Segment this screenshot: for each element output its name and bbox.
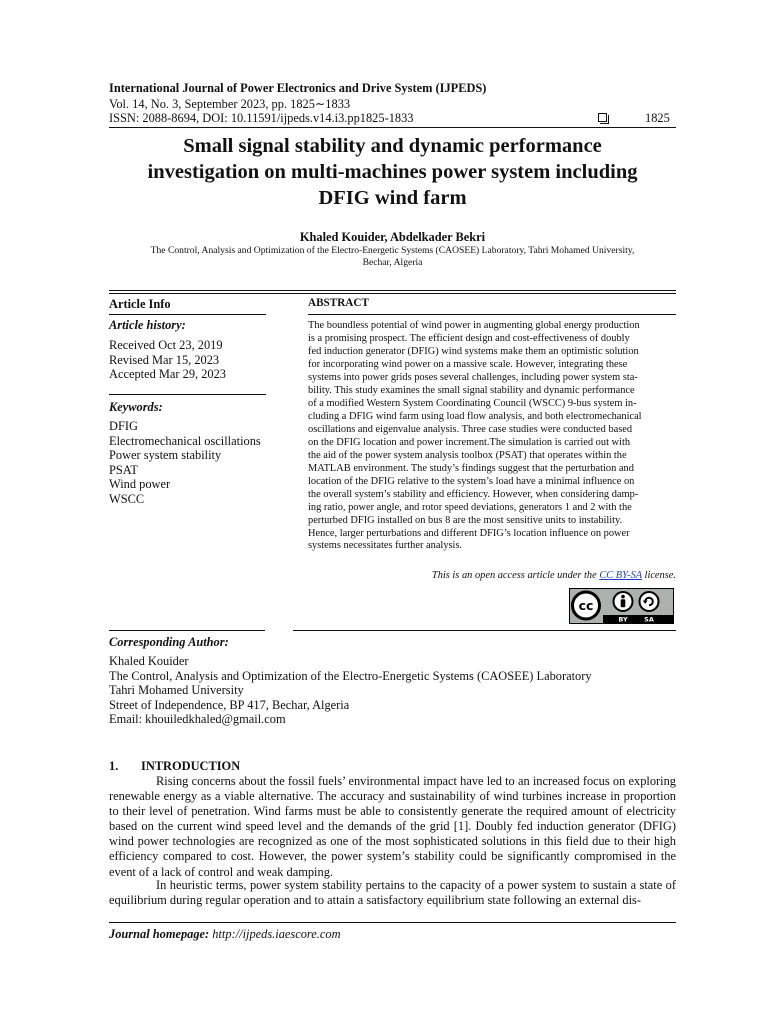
- journal-volume: Vol. 14, No. 3, September 2023, pp. 1825∼1833: [109, 97, 351, 111]
- homepage-url[interactable]: http://ijpeds.iaescore.com: [212, 927, 341, 941]
- by-person-head: [621, 595, 625, 599]
- cc-by-sa-badge-icon[interactable]: [569, 588, 674, 624]
- abstract-line: for incorporating wind power on a massive scale. However, integrating these: [308, 358, 628, 370]
- cc-letters: cc: [578, 598, 594, 613]
- abstract-line: ing ratio, power angle, and rotor speed deviations, generators 1 and 2 with the: [308, 501, 632, 513]
- abstract-heading: ABSTRACT: [308, 297, 369, 309]
- journal-issn-doi: ISSN: 2088-8694, DOI: 10.11591/ijpeds.v14.i3.pp1825-1833: [109, 111, 414, 125]
- abstract-line: is a promising prospect. The efficient design and cost-effectiveness of doubly: [308, 332, 630, 344]
- corresponding-university: Tahri Mohamed University: [109, 683, 244, 698]
- abstract-line: oscillations and eigenvalue analysis. Three case studies were conducted based: [308, 423, 633, 435]
- by-label: BY: [618, 615, 628, 624]
- title-line: DFIG wind farm: [318, 187, 467, 209]
- by-person-body: [621, 599, 626, 607]
- history-received: Received Oct 23, 2019: [109, 338, 223, 352]
- abstract-line: of a modified Western System Coordinating Council (WSCC) 9-bus system in-: [308, 397, 637, 409]
- section-heading: [109, 759, 240, 774]
- corresponding-name: Khaled Kouider: [109, 654, 189, 668]
- affiliation-line: Bechar, Algeria: [362, 257, 423, 269]
- section-number: 1.: [109, 759, 119, 773]
- sa-share-icon: [640, 592, 659, 611]
- abstract-line: bility. This study examines the small signal stability and dynamic performance: [308, 384, 635, 396]
- abstract-line: location of the DFIG relative to the system’s load have a minimal influence on: [308, 475, 635, 487]
- article-info-heading: Article Info: [109, 297, 171, 311]
- corresponding-lab: The Control, Analysis and Optimization of the Electro-Energetic Systems (CAOSEE) Laboratory: [109, 668, 592, 683]
- history-heading: Article history:: [109, 318, 186, 332]
- history-accepted: Accepted Mar 29, 2023: [109, 367, 226, 382]
- sa-label: SA: [644, 615, 654, 624]
- journal-homepage: [109, 927, 341, 942]
- abstract-line: systems into power grids poses several challenges, including power system sta-: [308, 371, 638, 383]
- journal-name: International Journal of Power Electronics and Drive System (IJPEDS): [109, 81, 487, 95]
- keywords-rule: [109, 394, 266, 395]
- abstract-line: the aid of the power system analysis toolbox (PSAT) that operates within the: [308, 449, 627, 461]
- abstract-line: perturbed DFIG installed on bus 8 are the most sensitive units to instability.: [308, 514, 623, 526]
- affiliation-line: The Control, Analysis and Optimization of the Electro-Energetic Systems (CAOSEE) Laboratory, Tahri Mohamed University,: [150, 245, 635, 256]
- abstract-line: systems necessitates further analysis.: [308, 540, 463, 552]
- footer-rule: [109, 922, 676, 923]
- abstract-line: on the DFIG location and power increment.The simulation is carried out with: [308, 436, 631, 448]
- square-icon: [598, 113, 607, 122]
- page-number: 1825: [645, 111, 670, 125]
- corresponding-email: Email: khouiledkhaled@gmail.com: [109, 712, 286, 727]
- abstract-line: Hence, larger perturbations and different DFIG’s location influence on power: [308, 527, 630, 539]
- abstract-line: The boundless potential of wind power in augmenting global energy production: [308, 320, 640, 331]
- open-access-statement: [308, 570, 676, 581]
- keyword: Power system stability: [109, 448, 222, 463]
- section-rule: [109, 290, 676, 291]
- abstract-line: cluding a DFIG wind farm using load flow analysis, and both electromechanical: [308, 410, 642, 422]
- keyword: Electromechanical oscillations: [109, 433, 261, 448]
- open-access-suffix: license.: [641, 570, 676, 581]
- abstract-line: fed induction generator (DFIG) wind systems make them an optimistic solution: [308, 345, 639, 357]
- header-rule: [109, 127, 676, 128]
- section-rule: [109, 293, 676, 294]
- authors: Khaled Kouider, Abdelkader Bekri: [299, 230, 486, 244]
- homepage-label: Journal homepage:: [109, 927, 210, 941]
- keywords-list: [109, 419, 266, 507]
- corresponding-heading: Corresponding Author:: [109, 635, 229, 649]
- open-access-prefix: This is an open access article under the: [431, 570, 600, 581]
- intro-paragraph-1: Rising concerns about the fossil fuels’ environmental impact have led to an increased focus on exploring renewable energy as a viable alternative. The accuracy and sustainability of wind turbines increase in proportion to their level of penetration. Wind farms must be able to consistently generate the required amount of electricity based on the current wind speed level and the demands of the grid [1]. Doubly fed induction generator (DFIG) wind power technologies are recognized as one of the most sophisticated solutions in this field due to their high efficiency compared to cost. However, the power system’s stability could be significantly compromised in the event of a lack of control and weak damping.: [109, 774, 676, 879]
- title-line: investigation on multi-machines power system including: [147, 161, 638, 183]
- abstract-rule: [308, 314, 676, 315]
- abstract-line: MATLAB environment. The study’s findings suggest that the perturbation and: [308, 462, 634, 474]
- affiliation: [125, 245, 660, 270]
- history-list: [109, 338, 266, 382]
- cc-by-sa-link[interactable]: CC BY-SA: [599, 570, 642, 581]
- intro-paragraph-2: In heuristic terms, power system stability pertains to the capacity of a power system to sustain a state of equilibrium during regular operation and to attain a satisfactory equilibrium state following an external dis-: [109, 878, 676, 908]
- keyword: Wind power: [109, 477, 171, 492]
- title-line: Small signal stability and dynamic performance: [183, 135, 602, 157]
- abstract-line: the overall system’s stability and efficiency. However, when considering damp-: [308, 488, 639, 500]
- abstract-text: [308, 320, 676, 553]
- keyword: WSCC: [109, 491, 145, 506]
- corresponding-details: [109, 654, 592, 727]
- keywords-heading: Keywords:: [109, 400, 163, 414]
- history-revised: Revised Mar 15, 2023: [109, 352, 220, 367]
- badge-strip: [603, 615, 673, 624]
- corresponding-address: Street of Independence, BP 417, Bechar, Algeria: [109, 697, 350, 712]
- keyword: DFIG: [109, 419, 138, 433]
- abstract-end-rule: [293, 630, 676, 631]
- section-title: INTRODUCTION: [141, 759, 241, 773]
- corresponding-rule: [109, 630, 265, 631]
- article-info-rule: [109, 314, 266, 315]
- keyword: PSAT: [109, 462, 138, 477]
- paper-title: [109, 133, 676, 211]
